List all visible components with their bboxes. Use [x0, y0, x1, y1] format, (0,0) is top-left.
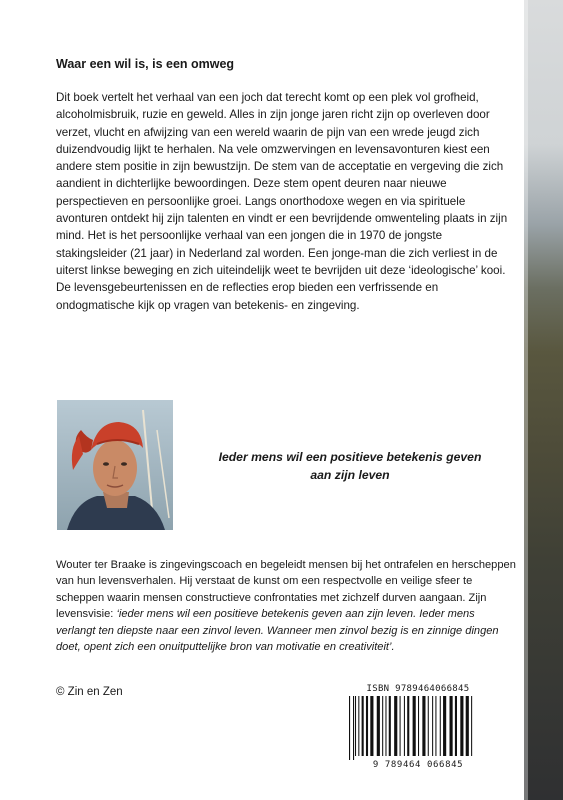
author-portrait — [57, 400, 173, 530]
book-title: Waar een wil is, is een omweg — [56, 57, 235, 71]
isbn-label: ISBN 9789464066845 — [366, 684, 470, 694]
cover-spine-photo-edge — [524, 0, 563, 800]
quote-line-2: aan zijn leven — [310, 468, 390, 482]
bio-quote-italic: ‘ieder mens wil een positieve betekenis geven aan zijn leven. Ieder mens verlangt ten diepste naar een zinvol leven. Wanneer men zinvol bezig is en zinnige dingen doet, opent zich een onuitputtelijke bron van motivatie en creativiteit’. — [56, 608, 499, 654]
publisher-credit: © Zin en Zen — [56, 686, 123, 698]
book-blurb — [56, 89, 508, 314]
isbn-barcode — [341, 684, 495, 771]
bio-text: Wouter ter Braake is zingevingscoach en begeleidt mensen bij het ontrafelen en herscheppen van hun levensverhalen. Hij verstaat de kunst om een respectvolle en veilige sfeer te scheppen waarin mensen constructieve confrontaties met zichzelf durven aangaan. Zijn levensvisie: — [56, 559, 516, 621]
blurb-paragraph: Dit boek vertelt het verhaal van een joch dat terecht komt op een plek vol grofheid, alcoholmisbruik, ruzie en geweld. Alles in zijn jonge jaren richt zijn op overleven door verzet, vlucht en afwijzing van een wereld waarin de pijn van een wrede jeugd zich duizendvoudig lijkt te herhalen. Na vele omzwervingen en levensavonturen kiest een andere stem positie in zijn bewustzijn. De stem van de acceptatie en vergeving die zich aandient in dichterlijke bewoordingen. Deze stem opent deuren naar nieuwe perspectieven en persoonlijke groei. Langs onorthodoxe wegen en via spirituele avonturen ontdekt hij zijn talenten en vindt er een bevrijdende omwenteling plaats in zijn mind. Het is het persoonlijke verhaal van een jongen die in 1970 de jongste stakingsleider (21 jaar) in Nederland zal worden. Een jonge-man die zich verliest in de uiterst linkse beweging en zich uiteindelijk weet te bevrijden uit deze ‘ideologische’ kooi. De levensgebeurtenissen en de reflecties erop bieden een verfrissende en ondogmatische kijk op vragen van betekenis- en zingeving. — [56, 91, 508, 312]
author-portrait-icon — [57, 400, 173, 530]
barcode-bars — [347, 696, 489, 760]
barcode-digits: 9 789464 066845 — [372, 760, 464, 770]
author-bio — [56, 557, 516, 655]
author-quote — [185, 448, 515, 484]
quote-line-1: Ieder mens wil een positieve betekenis geven — [218, 450, 482, 464]
